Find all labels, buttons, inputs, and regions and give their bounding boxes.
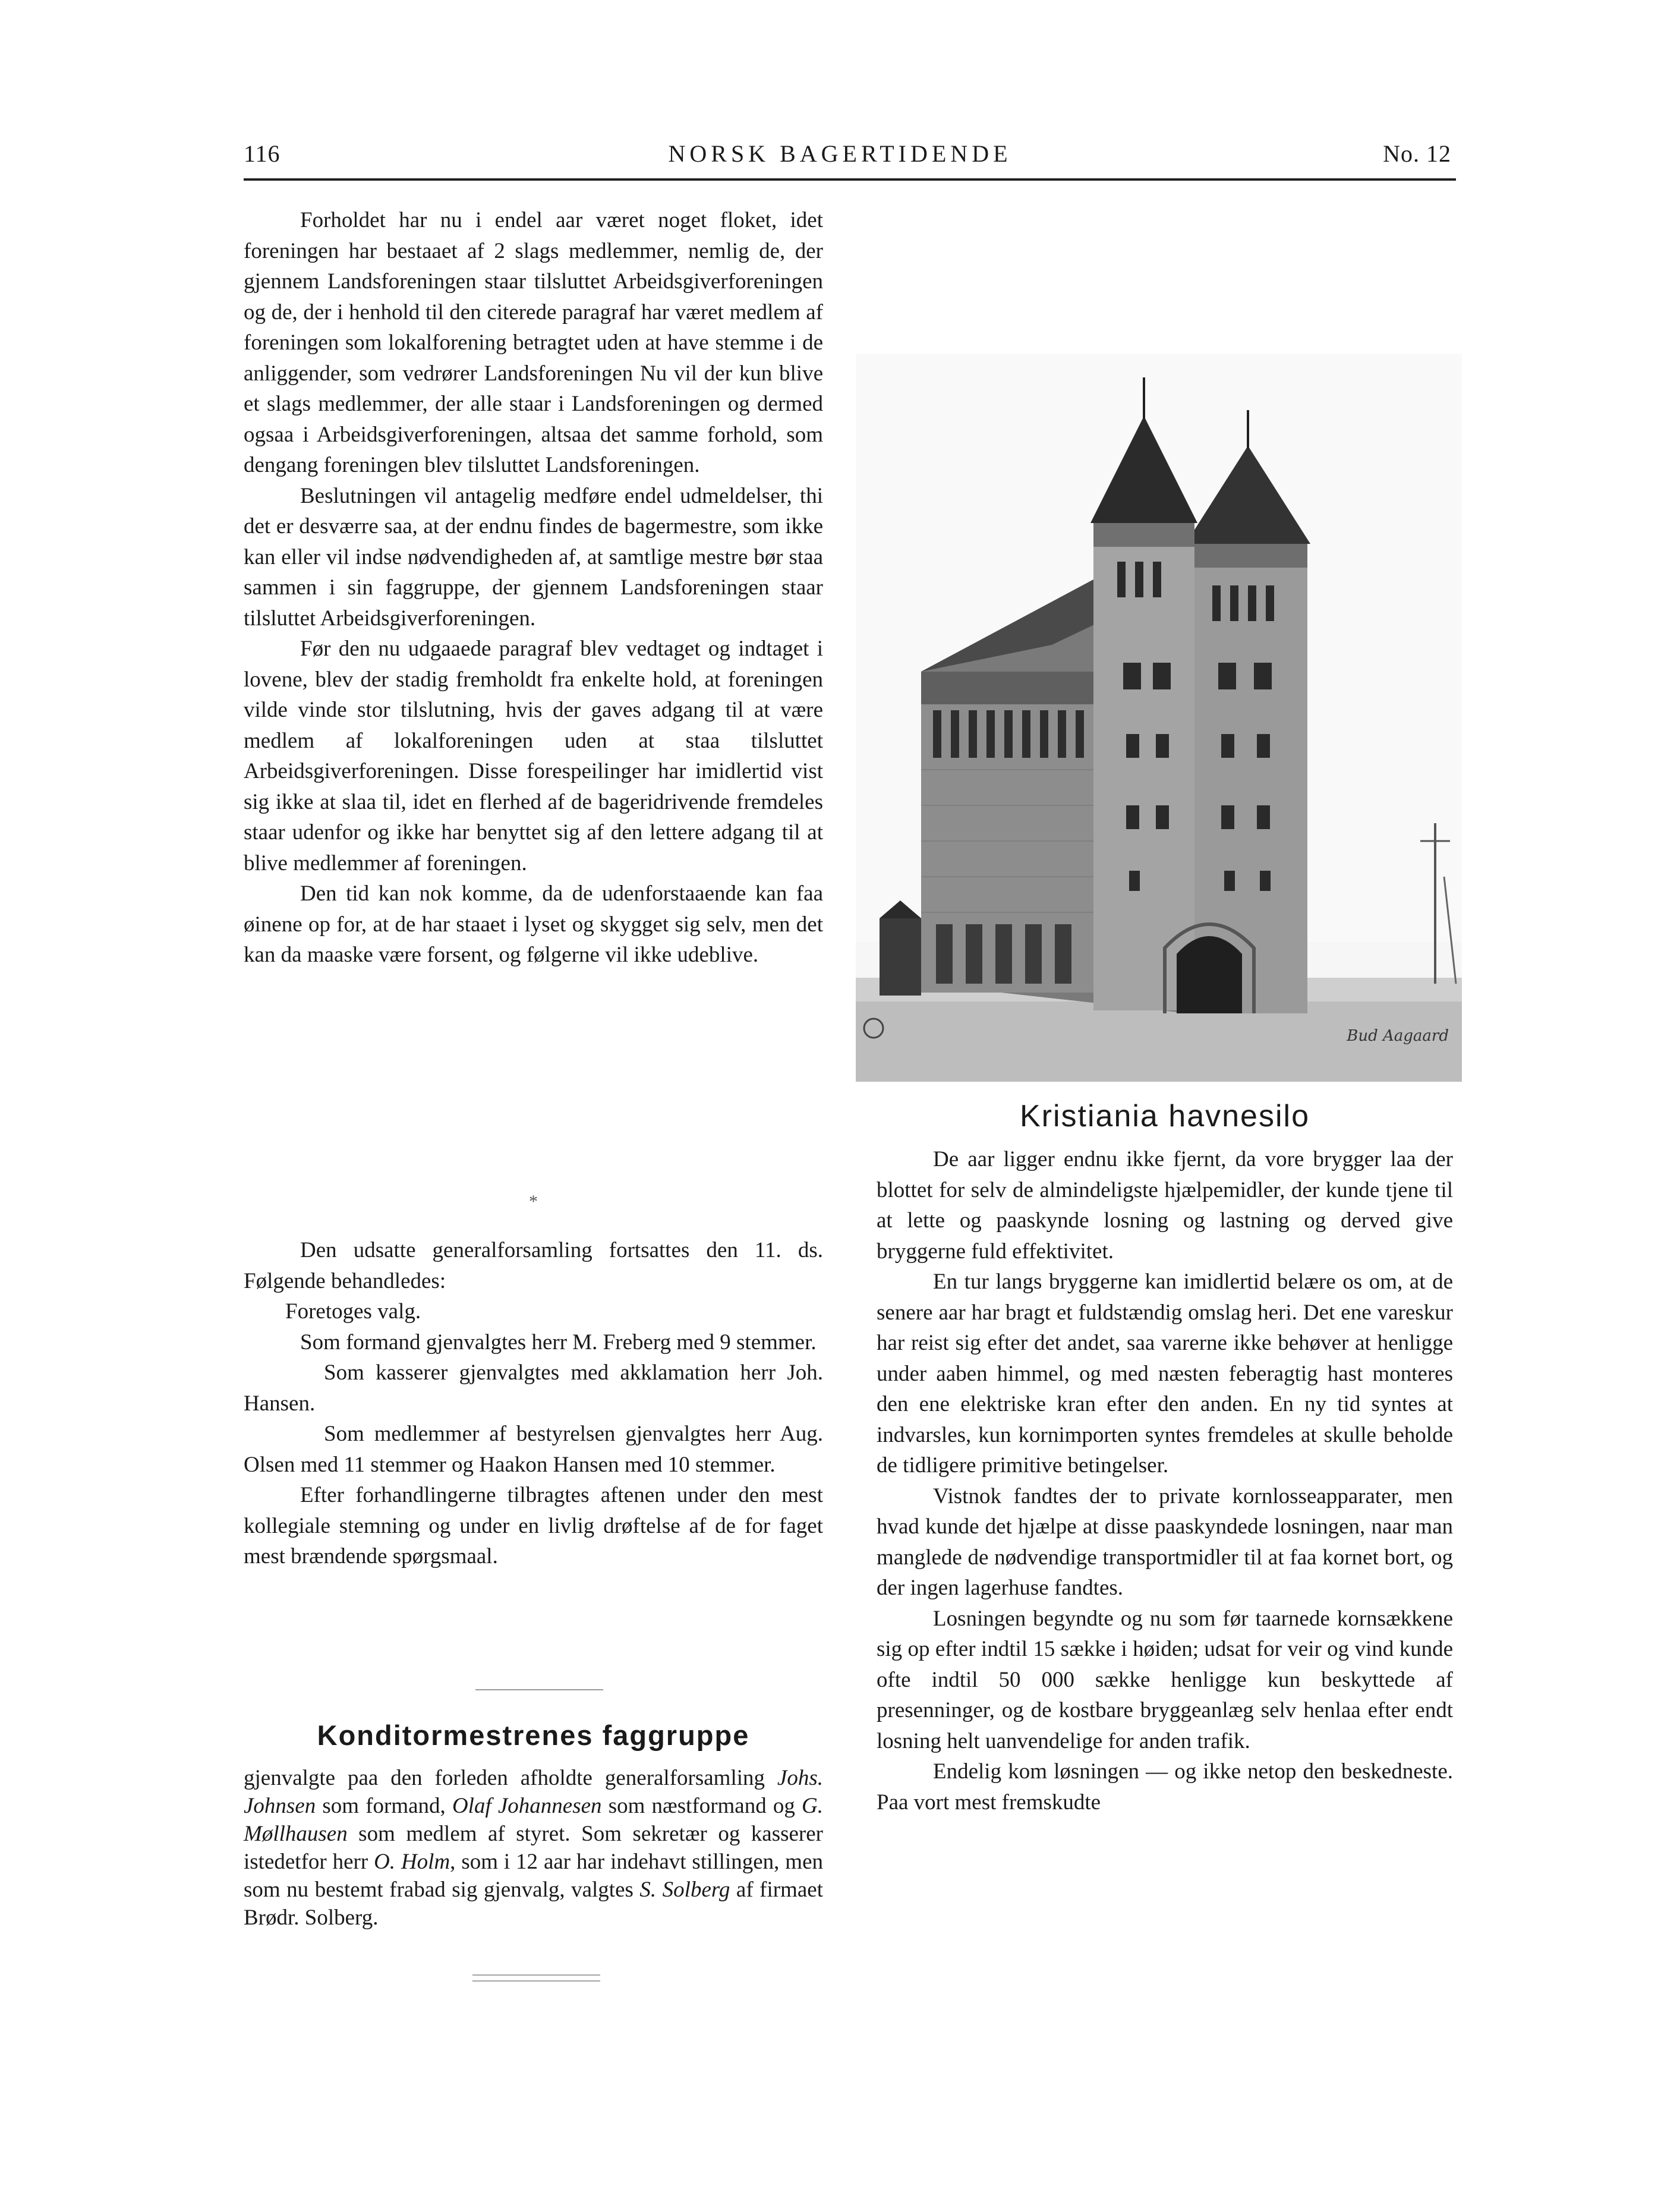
- issue-number: No. 12: [1383, 140, 1451, 167]
- person-name: O. Holm: [374, 1850, 450, 1874]
- paragraph: Som medlemmer af bestyrelsen gjenvalgtes herr Aug. Olsen med 11 stemmer og Haakon Hansen med 10 stemmer.: [244, 1422, 823, 1477]
- paragraph: Forholdet har nu i endel aar været noget floket, idet foreningen har bestaaet af 2 slags medlemmer, nemlig de, der gjennem Landsforeningen staar tilsluttet Arbeidsgiverforeningen og de, der i henhold til den citerede paragraf har været medlem af foreningen som lokalforening betragtet uden at have stemme i de anliggender, som vedrører Landsforeningen Nu vil der kun blive et slags medlemmer, der alle staar i Landsforeningen og dermed ogsaa i Arbeidsgiverforeningen, altsaa det samme forhold, som dengang foreningen blev tilsluttet Landsforeningen.: [244, 208, 823, 477]
- meeting-report: [244, 1235, 823, 1572]
- left-article-body: [244, 205, 823, 971]
- section-heading-konditor: Konditormestrenes faggruppe: [317, 1719, 750, 1751]
- paragraph: Beslutningen vil antagelig medføre endel udmeldelser, thi det er desværre saa, at der endnu findes de bagermestre, som ikke kan eller vil indse nødvendigheden af, at samtlige mestre bør staa sammen i sin faggruppe, der gjennem Landsforeningen staar tilsluttet Arbeidsgiverforeningen.: [244, 483, 823, 631]
- konditor-paragraph: [244, 1764, 823, 1932]
- short-rule: [475, 1689, 603, 1690]
- paragraph: Vistnok fandtes der to private kornlosseapparater, men hvad kunde det hjælpe at disse paaskyndede losningen, naar man manglede de nødvendige transportmidler til at faa kornet bort, og der ingen lagerhuse fandtes.: [877, 1484, 1453, 1600]
- silo-illustration: [856, 354, 1462, 1082]
- paragraph: gjenvalgte paa den forleden afholdte generalforsamling Johs. Johnsen som formand, Olaf Johannesen som næstformand og G. Møllhausen som medlem af styret. Som sekretær og kasserer istedetfor herr O. Holm, som i 12 aar har indehavt stillingen, men som nu bestemt frabad sig gjenvalg, valgtes S. Solberg af firmaet Brødr. Solberg.: [244, 1766, 823, 1930]
- paragraph: Endelig kom løsningen — og ikke netop den beskedneste. Paa vort mest fremskudte: [877, 1759, 1453, 1815]
- paragraph: Foretoges valg.: [285, 1299, 421, 1324]
- artist-signature: Bud Aagaard: [1347, 1027, 1449, 1045]
- paragraph: Som kasserer gjenvalgtes med akklamation herr Joh. Hansen.: [244, 1360, 823, 1416]
- paragraph: Den tid kan nok komme, da de udenforstaaende kan faa øinene op for, at de har staaet i lyset og skygget sig selv, men det kan da maaske være forsent, og følgerne vil ikke udeblive.: [244, 881, 823, 967]
- paragraph: Losningen begyndte og nu som før taarnede kornsækkene sig op efter indtil 15 sække i høiden; udsat for veir og vind kunde ofte indtil 50 000 sække henligge kun beskyttede af presenninger, og de kostbare bryggeanlæg selv henlaa efter endt losning helt uanvendelige for anden trafik.: [877, 1606, 1453, 1753]
- havnesilo-article-body: [877, 1144, 1453, 1818]
- paragraph: En tur langs bryggerne kan imidlertid belære os om, at de senere aar har bragt et fuldstændig omslag heri. Det ene vareskur har reist sig efter det andet, saa varerne ikke behøver at henligge under aaben himmel, og med næsten feberagtig hast monteres den ene elektriske kran efter den anden. En ny tid syntes at indvarsles, kun kornimporten syntes fremdeles at skulle beholde de tidligere primitive betingelser.: [877, 1270, 1453, 1478]
- person-name: Johs. Johnsen: [244, 1766, 823, 1818]
- paragraph: Den udsatte generalforsamling fortsattes den 11. ds. Følgende behandledes:: [244, 1238, 823, 1293]
- person-name: S. Solberg: [639, 1878, 730, 1902]
- person-name: Olaf Johannesen: [452, 1794, 602, 1818]
- person-name: G. Møllhausen: [244, 1794, 823, 1846]
- section-heading-havnesilo: Kristiania havnesilo: [1019, 1099, 1310, 1133]
- paragraph: Efter forhandlingerne tilbragtes aftenen under den mest kollegiale stemning og under en livlig drøftelse af de for faget mest brændende spørgsmaal.: [244, 1483, 823, 1569]
- header-rule: [244, 178, 1456, 181]
- silo-drawing: [856, 354, 1462, 1082]
- page-number: 116: [244, 140, 280, 167]
- section-separator: *: [529, 1192, 538, 1211]
- paragraph: De aar ligger endnu ikke fjernt, da vore brygger laa der blottet for selv de almindeligste hjælpemidler, der kunde tjene til at lette og paaskynde losning og lastning og derved give bryggerne fuld effektivitet.: [877, 1147, 1453, 1264]
- paragraph: Før den nu udgaaede paragraf blev vedtaget og indtaget i lovene, blev der stadig fremholdt fra enkelte hold, at foreningen vilde vinde stor tilslutning, hvis der gaves adgang til at være medlem af lokalforeningen uden at staa tilsluttet Arbeidsgiverforeningen. Disse forespeilinger har imidlertid vist sig ikke at slaa til, idet en flerhed af de bageridrivende fremdeles staar udenfor og ikke har benyttet sig af den lettere adgang til at blive medlemmer af foreningen.: [244, 637, 823, 875]
- paragraph: Som formand gjenvalgtes herr M. Freberg med 9 stemmer.: [300, 1330, 817, 1355]
- end-rule: [472, 1974, 600, 1982]
- publication-title: NORSK BAGERTIDENDE: [668, 140, 1012, 167]
